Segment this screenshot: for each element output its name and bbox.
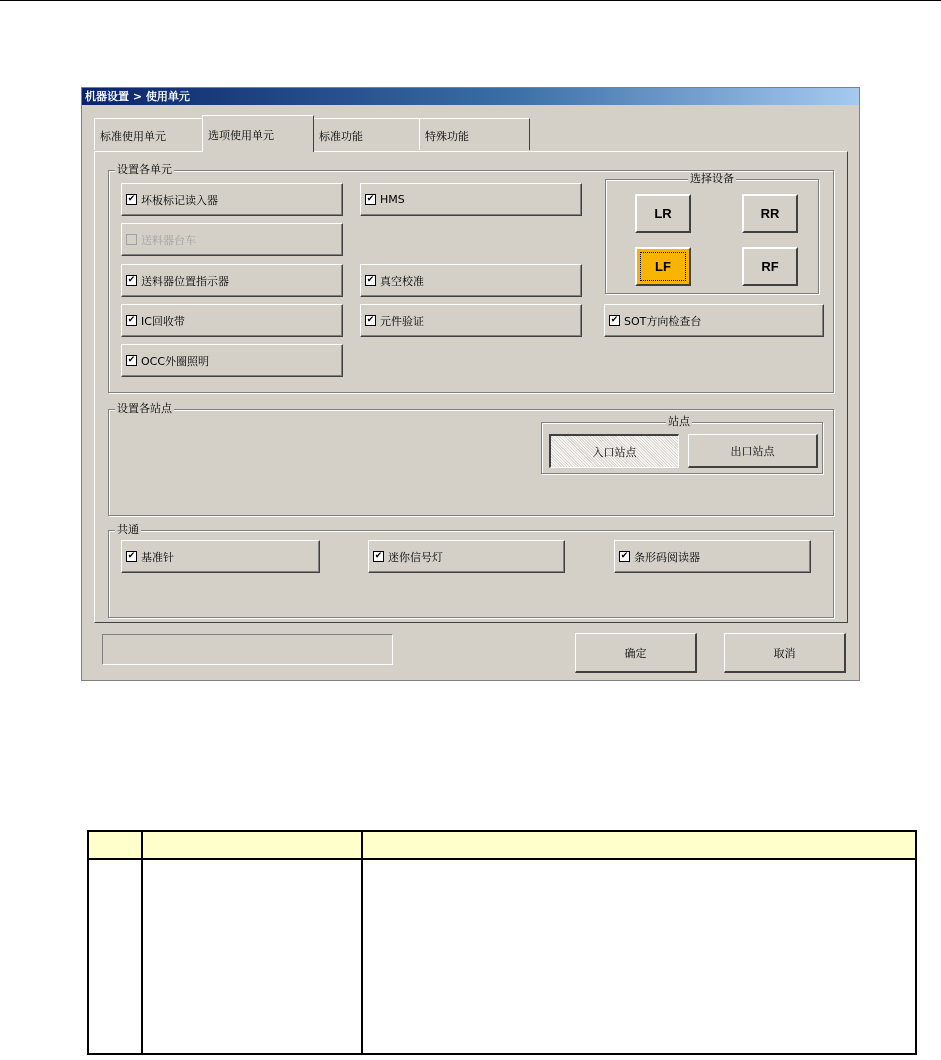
- device-rr-button[interactable]: RR: [742, 194, 798, 233]
- table-header-cell: [88, 831, 142, 859]
- barcode-reader-checkbox[interactable]: [614, 540, 811, 573]
- checkbox-label: HMS: [380, 193, 405, 206]
- checkbox-label: SOT方向检查台: [624, 314, 702, 328]
- device-select-label: 选择设备: [690, 172, 734, 185]
- cancel-button[interactable]: 取消: [724, 633, 846, 673]
- empty-checkbox-icon: [126, 234, 137, 245]
- window-title: 机器设置 > 使用单元: [82, 88, 859, 105]
- checkbox-label: 送料器台车: [141, 233, 196, 247]
- table-header-cell: [142, 831, 362, 859]
- common-group-label: 共通: [117, 523, 139, 536]
- checkbox-label: OCC外圈照明: [141, 354, 210, 368]
- sot-direction-check-table-checkbox[interactable]: [604, 304, 824, 337]
- mini-signal-light-checkbox[interactable]: [368, 540, 565, 573]
- checkbox-label: 条形码阅读器: [634, 550, 700, 564]
- station-sub-group: [541, 415, 823, 474]
- checkbox-label: 元件验证: [380, 314, 424, 328]
- table-cell: [362, 859, 916, 1054]
- vacuum-calibration-checkbox[interactable]: [360, 264, 582, 297]
- station-sub-label: 站点: [668, 415, 690, 428]
- reference-pin-checkbox[interactable]: [121, 540, 320, 573]
- occ-ring-lighting-checkbox[interactable]: [121, 344, 343, 377]
- check-mark-icon: ✔: [366, 315, 375, 325]
- table-cell: [88, 859, 142, 1054]
- checkbox-label: 基准针: [141, 550, 174, 564]
- table-header-cell: [362, 831, 916, 859]
- table-cell: [142, 859, 362, 1054]
- device-lf-button[interactable]: LF: [635, 247, 691, 286]
- exit-station-button[interactable]: 出口站点: [688, 434, 818, 468]
- table-header-row: [88, 831, 916, 859]
- stations-group: [108, 402, 834, 516]
- status-field: [102, 634, 393, 665]
- bad-mark-reader-checkbox[interactable]: [121, 183, 343, 216]
- ok-button[interactable]: 确定: [575, 633, 697, 673]
- device-select-group: [605, 172, 819, 294]
- check-mark-icon: ✔: [366, 194, 375, 204]
- tab-standard-units[interactable]: 标准使用单元: [94, 118, 204, 150]
- check-mark-icon: ✔: [620, 551, 629, 561]
- ic-return-belt-checkbox[interactable]: [121, 304, 343, 337]
- checkbox-label: 迷你信号灯: [388, 550, 443, 564]
- tab-panel: [94, 151, 848, 623]
- feeder-position-indicator-checkbox[interactable]: [121, 264, 343, 297]
- check-mark-icon: ✔: [374, 551, 383, 561]
- checkbox-label: IC回收带: [141, 314, 185, 328]
- check-mark-icon: ✔: [127, 551, 136, 561]
- hms-checkbox[interactable]: [360, 183, 582, 216]
- check-mark-icon: ✔: [366, 275, 375, 285]
- units-group-label: 设置各单元: [117, 163, 172, 176]
- checkbox-label: 送料器位置指示器: [141, 274, 229, 288]
- check-mark-icon: ✔: [610, 315, 619, 325]
- tab-optional-units[interactable]: 选项使用单元: [202, 115, 314, 152]
- description-table: [87, 830, 917, 1055]
- device-lr-button[interactable]: LR: [635, 194, 691, 233]
- check-mark-icon: ✔: [127, 275, 136, 285]
- checkbox-label: 坏板标记读入器: [141, 193, 218, 207]
- tab-standard-functions[interactable]: 标准功能: [313, 118, 420, 150]
- tab-special-functions[interactable]: 特殊功能: [419, 118, 530, 150]
- table-row: [88, 859, 916, 1054]
- feeder-cart-checkbox[interactable]: [121, 223, 343, 256]
- top-rule: [0, 0, 941, 1]
- common-group: [108, 523, 834, 618]
- checkbox-label: 真空校准: [380, 274, 424, 288]
- check-mark-icon: ✔: [127, 355, 136, 365]
- stations-group-label: 设置各站点: [117, 402, 172, 415]
- component-verification-checkbox[interactable]: [360, 304, 582, 337]
- entry-station-button[interactable]: 入口站点: [549, 434, 679, 468]
- check-mark-icon: ✔: [127, 194, 136, 204]
- units-group: [108, 163, 834, 393]
- check-mark-icon: ✔: [127, 315, 136, 325]
- device-rf-button[interactable]: RF: [742, 247, 798, 286]
- machine-settings-dialog: [81, 87, 860, 681]
